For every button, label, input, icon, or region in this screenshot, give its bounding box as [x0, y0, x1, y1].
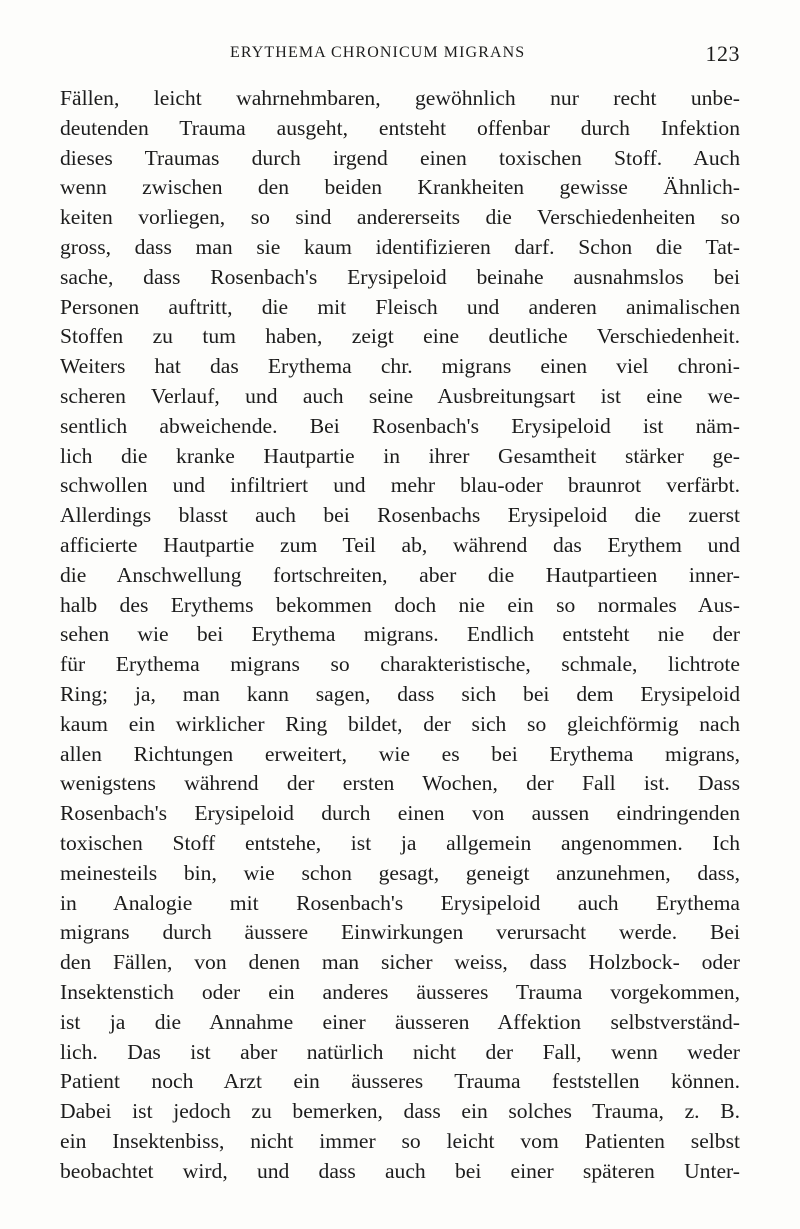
text-line: toxischen Stoff entstehe, ist ja allgemein angenommen. Ich	[60, 830, 740, 855]
text-line: beobachtet wird, und dass auch bei einer späteren Unter-	[60, 1158, 740, 1183]
text-line: halb des Erythems bekommen doch nie ein so normales Aus-	[60, 592, 740, 617]
text-line: Dabei ist jedoch zu bemerken, dass ein solches Trauma, z. B.	[60, 1099, 740, 1124]
text-line: gross, dass man sie kaum identifizieren darf. Schon die Tat-	[60, 234, 740, 259]
text-line: keiten vorliegen, so sind andererseits die Verschiedenheiten so	[60, 205, 740, 230]
text-line: ist ja die Annahme einer äusseren Affektion selbstverständ-	[60, 1009, 740, 1034]
text-line: afficierte Hautpartie zum Teil ab, während das Erythem und	[60, 532, 740, 557]
text-line: für Erythema migrans so charakteristische, schmale, lichtrote	[60, 652, 740, 677]
text-line: Insektenstich oder ein anderes äusseres Trauma vorgekommen,	[60, 979, 740, 1004]
text-line: Weiters hat das Erythema chr. migrans einen viel chroni-	[60, 354, 740, 379]
text-line: wenn zwischen den beiden Krankheiten gewisse Ähnlich-	[60, 175, 740, 200]
text-line: die Anschwellung fortschreiten, aber die Hautpartieen inner-	[60, 562, 740, 587]
text-line: lich. Das ist aber natürlich nicht der Fall, wenn weder	[60, 1039, 740, 1064]
text-line: allen Richtungen erweitert, wie es bei Erythema migrans,	[60, 741, 740, 766]
text-line: Rosenbach's Erysipeloid durch einen von aussen eindringenden	[60, 801, 740, 826]
text-line: Ring; ja, man kann sagen, dass sich bei dem Erysipeloid	[60, 681, 740, 706]
text-line: sentlich abweichende. Bei Rosenbach's Erysipeloid ist näm-	[60, 413, 740, 438]
page-number: 123	[705, 41, 740, 66]
text-line: Stoffen zu tum haben, zeigt eine deutliche Verschiedenheit.	[60, 324, 740, 349]
text-line: kaum ein wirklicher Ring bildet, der sich so gleichförmig nach	[60, 711, 740, 736]
text-line: scheren Verlauf, und auch seine Ausbreitungsart ist eine we-	[60, 383, 740, 408]
text-line: wenigstens während der ersten Wochen, der Fall ist. Dass	[60, 771, 740, 796]
text-line: deutenden Trauma ausgeht, entsteht offenbar durch Infektion	[60, 115, 740, 140]
text-line: ein Insektenbiss, nicht immer so leicht vom Patienten selbst	[60, 1128, 740, 1153]
text-line: den Fällen, von denen man sicher weiss, dass Holzbock- oder	[60, 950, 740, 975]
text-line: in Analogie mit Rosenbach's Erysipeloid auch Erythema	[60, 890, 740, 915]
text-line: meinesteils bin, wie schon gesagt, geneigt anzunehmen, dass,	[60, 860, 740, 885]
text-line: migrans durch äussere Einwirkungen verursacht werde. Bei	[60, 920, 740, 945]
text-line: schwollen und infiltriert und mehr blau-oder braunrot verfärbt.	[60, 473, 740, 498]
text-line: Fällen, leicht wahrnehmbaren, gewöhnlich nur recht unbe-	[60, 86, 740, 110]
body-text	[60, 84, 740, 1186]
text-line: lich die kranke Hautpartie in ihrer Gesamtheit stärker ge-	[60, 443, 740, 468]
text-line: Personen auftritt, die mit Fleisch und anderen animalischen	[60, 294, 740, 319]
text-line: Patient noch Arzt ein äusseres Trauma feststellen können.	[60, 1069, 740, 1094]
text-line: Allerdings blasst auch bei Rosenbachs Erysipeloid die zuerst	[60, 503, 740, 528]
text-line: sehen wie bei Erythema migrans. Endlich entsteht nie der	[60, 622, 740, 647]
running-head	[60, 41, 740, 68]
text-line: dieses Traumas durch irgend einen toxischen Stoff. Auch	[60, 145, 740, 170]
running-title: ERYTHEMA CHRONICUM MIGRANS	[230, 44, 526, 61]
text-line: sache, dass Rosenbach's Erysipeloid beinahe ausnahmslos bei	[60, 264, 740, 289]
